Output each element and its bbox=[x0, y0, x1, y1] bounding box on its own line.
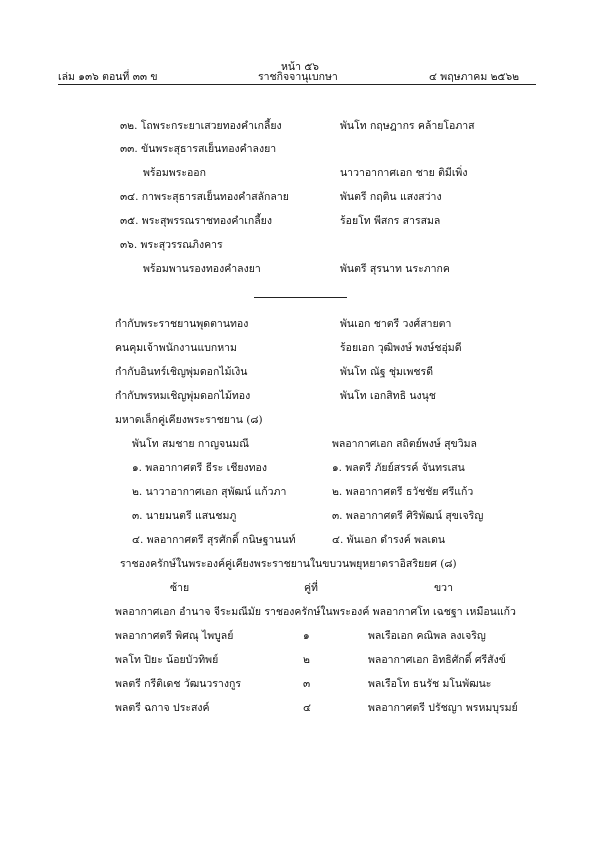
guard-right: พลเรือเอก คณิพล ลงเจริญ bbox=[368, 630, 486, 642]
vessel-item: ๓๖. พระสุวรรณภิงคาร bbox=[120, 239, 223, 251]
escort-left: ๒. นาวาอากาศเอก สุพัฒน์ แก้วภา bbox=[132, 486, 287, 498]
header-rule bbox=[58, 84, 536, 85]
volume-info: เล่ม ๑๓๖ ตอนที่ ๓๓ ข bbox=[58, 71, 158, 83]
vessel-item: ๓๓. ขันพระสุธารสเย็นทองคำลงยา bbox=[120, 143, 277, 155]
escort-leader-left: พันโท สมชาย กาญจนมณี bbox=[132, 438, 250, 450]
guard-pair-number: ๒ bbox=[303, 654, 310, 666]
escort-right: ๓. พลอากาศตรี ศิริพัฒน์ สุขเจริญ bbox=[332, 510, 484, 522]
vessel-item: พร้อมพานรองทองคำลงยา bbox=[143, 263, 261, 275]
guards-commander: พลอากาศเอก อำนาจ จีระมณีมัย ราชองครักษ์ในพระองค์ พลอากาศโท เฉชฐา เหมือนแก้ว bbox=[115, 606, 516, 618]
vessel-item: พร้อมพระออก bbox=[143, 167, 206, 179]
guard-pair-number: ๓ bbox=[303, 678, 311, 690]
guards-heading: ราชองครักษ์ในพระองค์คู่เคียงพระราชยานในขบวนพยุหยาตราอิสริยยศ (๘) bbox=[120, 558, 457, 570]
escort-heading: มหาดเล็กคู่เคียงพระราชยาน (๘) bbox=[115, 414, 263, 426]
guard-pair-number: ๑ bbox=[303, 630, 310, 642]
escort-right: ๔. พันเอก ดำรงค์ พลเดน bbox=[332, 534, 446, 546]
vessel-officer: นาวาอากาศเอก ชาย ติมีเพิ่ง bbox=[340, 167, 468, 179]
column-mid-header: คู่ที่ bbox=[304, 582, 318, 594]
section-separator bbox=[254, 297, 347, 298]
vessel-item: ๓๒. โถพระกระยาเสวยทองคำเกลี้ยง bbox=[120, 120, 282, 132]
column-left-header: ซ้าย bbox=[170, 582, 190, 594]
escort-right: ๑. พลตรี ภัยย์สรรค์ จันทรเสน bbox=[332, 462, 465, 474]
gazette-title: ราชกิจจานุเบกษา bbox=[258, 71, 338, 83]
page-number: หน้า ๕๖ bbox=[281, 61, 319, 73]
guard-left: พลตรี ฉกาจ ประสงค์ bbox=[115, 702, 210, 714]
bearer-role: คนคุมเจ้าพนักงานแบกหาม bbox=[115, 342, 237, 354]
vessel-officer: พันตรี กฤติน แสงสว่าง bbox=[340, 191, 442, 203]
guard-right: พลเรือโท ธนรัช มโนพัฒนะ bbox=[368, 678, 492, 690]
bearer-role: กำกับอินทร์เชิญพุ่มดอกไม้เงิน bbox=[115, 366, 248, 378]
vessel-officer: พันโท กฤษฎากร คล้ายโอภาส bbox=[340, 120, 475, 132]
vessel-item: ๓๔. กาพระสุธารสเย็นทองคำสลักลาย bbox=[120, 191, 289, 203]
guard-left: พลโท ปิยะ น้อยบัวทิพย์ bbox=[115, 654, 219, 666]
guard-right: พลอากาศตรี ปรัชญา พรหมบุรมย์ bbox=[368, 702, 518, 714]
escort-left: ๓. นายมนตรี แสนชมภู bbox=[132, 510, 237, 522]
bearer-name: พันโท เอกสิทธิ นงนุช bbox=[340, 390, 436, 402]
vessel-officer: พันตรี สุรนาท นระภากค bbox=[340, 263, 450, 275]
guard-left: พลตรี กรีติเดช วัฒนวรางกูร bbox=[115, 678, 241, 690]
bearer-role: กำกับพระราชยานพุดตานทอง bbox=[115, 318, 249, 330]
bearer-name: พันโท ณัฐ ชุ่มเพชรดี bbox=[340, 366, 434, 378]
column-right-header: ขวา bbox=[434, 582, 453, 594]
escort-leader-right: พลอากาศเอก สถิตย์พงษ์ สุขวิมล bbox=[332, 438, 477, 450]
vessel-officer: ร้อยโท พีสกร สารสมล bbox=[340, 215, 441, 227]
escort-right: ๒. พลอากาศตรี ธวัชชัย ศรีแก้ว bbox=[332, 486, 474, 498]
guard-right: พลอากาศเอก อิทธิศักดิ์ ศรีสังข์ bbox=[368, 654, 506, 666]
escort-left: ๑. พลอากาศตรี ธีระ เชียงทอง bbox=[132, 462, 267, 474]
guard-left: พลอากาศตรี พิศณุ ไพบูลย์ bbox=[115, 630, 234, 642]
issue-date: ๔ พฤษภาคม ๒๕๖๒ bbox=[429, 71, 520, 83]
bearer-role: กำกับพรหมเชิญพุ่มดอกไม้ทอง bbox=[115, 390, 251, 402]
bearer-name: พันเอก ชาตรี วงศ์สายตา bbox=[340, 318, 452, 330]
bearer-name: ร้อยเอก วุฒิพงษ์ พงษ์ชอุ่มดี bbox=[340, 342, 462, 354]
vessel-item: ๓๕. พระสุพรรณราชทองคำเกลี้ยง bbox=[120, 215, 272, 227]
escort-left: ๔. พลอากาศตรี สุรศักดิ์ กนิษฐานนท์ bbox=[132, 534, 296, 546]
guard-pair-number: ๔ bbox=[303, 702, 311, 714]
